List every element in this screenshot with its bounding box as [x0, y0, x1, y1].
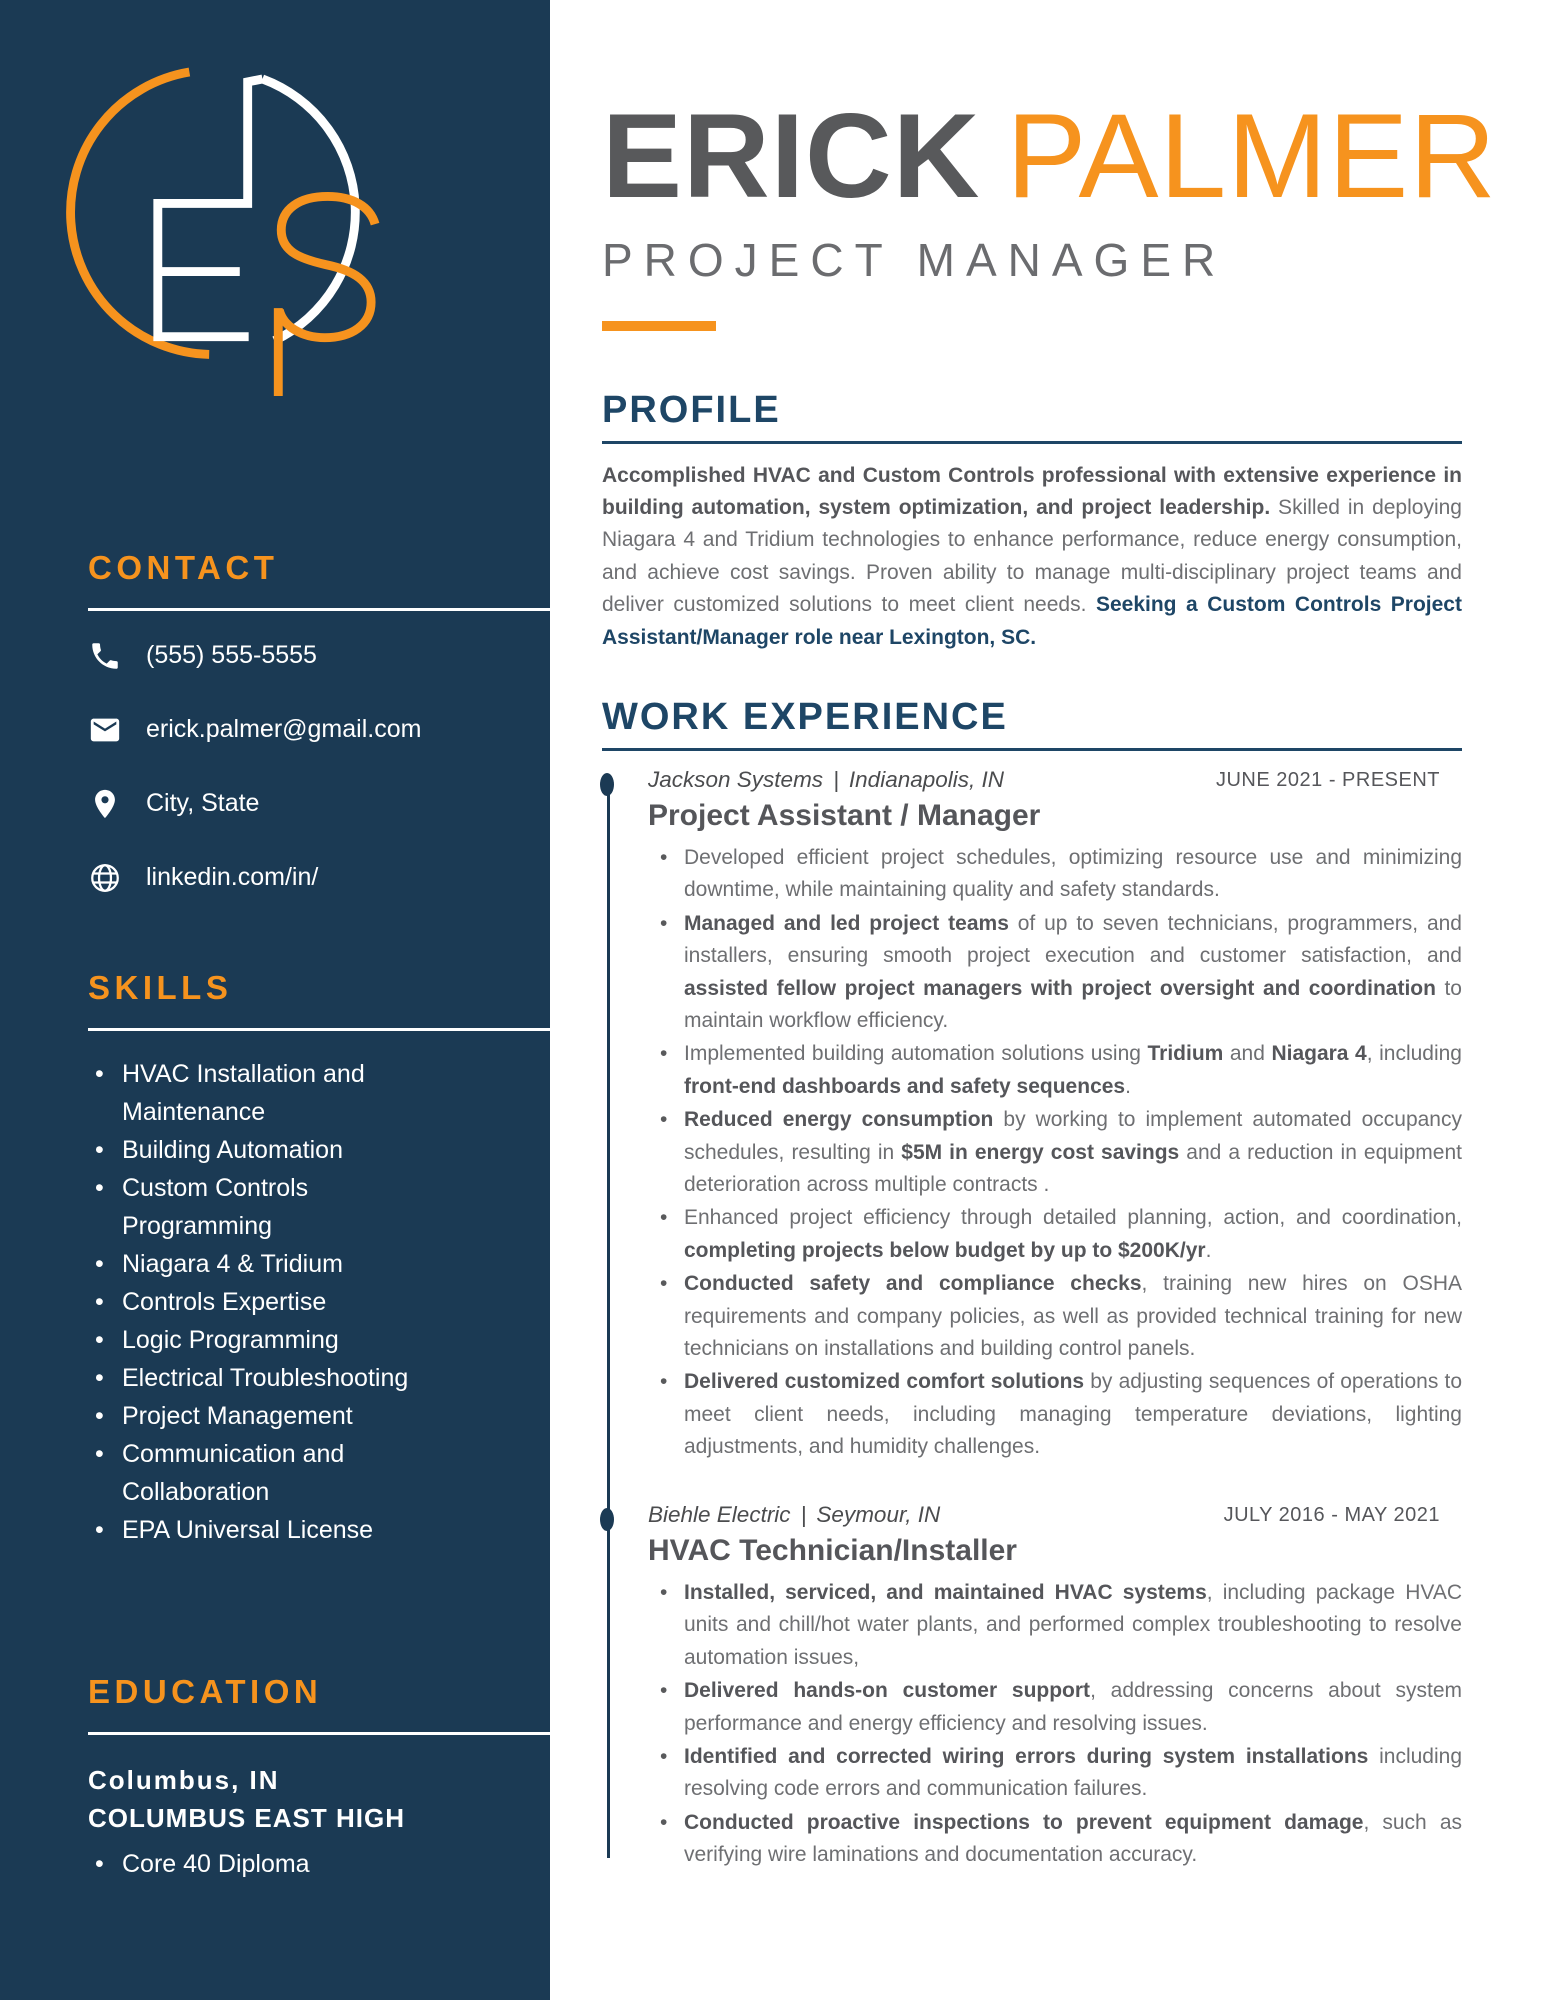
job-title-label: HVAC Technician/Installer [648, 1533, 1017, 1567]
page-title [602, 89, 1497, 223]
profile-heading: PROFILE [602, 388, 781, 431]
text-segment: front-end dashboards and safety sequences [684, 1074, 1126, 1098]
experience-divider [602, 748, 1462, 751]
timeline-dot [600, 1508, 614, 1531]
education-heading: EDUCATION [88, 1673, 323, 1710]
job-entry-biehle-electric [648, 1500, 1462, 1872]
contact-section [88, 548, 550, 935]
text-segment: and [1223, 1042, 1272, 1066]
text-segment: Conducted proactive inspections to prevent equipment damage [684, 1810, 1364, 1834]
logo-letter-e [158, 79, 263, 337]
job-bullet-list [648, 842, 1462, 1464]
list-item: • Building Automation [122, 1131, 452, 1169]
contact-item-email [88, 713, 500, 747]
skills-section [88, 968, 550, 1549]
text-segment: Identified and corrected wiring errors during system installations [684, 1744, 1369, 1768]
experience-heading: WORK EXPERIENCE [602, 696, 1008, 739]
text-segment: , training new hires on OSHA requirements and company policies, as well as provided technical training for new technicians on installations and building control panels. [684, 1272, 1463, 1361]
job-bullet-list [648, 1577, 1462, 1872]
bullet-item [684, 1577, 1462, 1674]
bullet-item [684, 1038, 1462, 1103]
text-segment: , including package HVAC units and chill/hot water plants, and performed complex troubleshooting to resolve automation issues, [684, 1580, 1462, 1669]
job-title-label: Project Assistant / Manager [648, 798, 1041, 832]
text-segment: Developed efficient project schedules, optimizing resource use and minimizing downtime, while maintaining quality and safety standards. [684, 845, 1462, 902]
job-header [648, 765, 1462, 794]
bullet-item [684, 1104, 1462, 1201]
text-segment: completing projects below budget by up to $200K/yr [684, 1238, 1206, 1262]
first-name: ERICK [602, 89, 981, 223]
text-segment: Delivered hands-on customer support [684, 1679, 1091, 1703]
list-item: • Niagara 4 & Tridium [122, 1245, 452, 1283]
list-item: • Core 40 Diploma [122, 1845, 452, 1883]
skills-list [88, 1055, 452, 1549]
skills-divider [88, 1028, 550, 1031]
education-divider [88, 1732, 550, 1735]
company-name: Biehle Electric [648, 1501, 791, 1527]
contact-email-text: erick.palmer@gmail.com [146, 715, 422, 744]
text-segment: assisted fellow project managers with project oversight and coordination [684, 976, 1436, 1000]
text-segment: Accomplished HVAC and Custom Controls professional with extensive experience in building automation, system optimization, and project leadership. [602, 463, 1462, 519]
jobs-timeline [602, 765, 1462, 1872]
job-dates: JULY 2016 - MAY 2021 [1223, 1503, 1440, 1526]
text-segment: and a reduction in equipment deterioration across multiple contracts . [684, 1140, 1462, 1197]
text-segment: to maintain workflow efficiency. [684, 976, 1462, 1032]
bullet-item [684, 1202, 1462, 1267]
text-segment: Skilled in deploying Niagara 4 and Tridium technologies to enhance performance, reduce energy consumption, and achieve cost savings. Proven ability to manage multi-disciplinary project teams and deliver customized solutions to meet client needs. [602, 495, 1462, 617]
email-icon [88, 713, 122, 747]
name-header [602, 89, 1497, 331]
text-segment: Tridium [1147, 1042, 1224, 1066]
sidebar [0, 0, 550, 2000]
text-segment: Managed and led project teams [684, 911, 1009, 935]
text-segment: by working to implement automated occupancy schedules, resulting in [684, 1108, 1462, 1164]
education-location: Columbus, IN [88, 1764, 280, 1795]
list-item: • EPA Universal License [122, 1511, 452, 1549]
job-title: PROJECT MANAGER [602, 234, 1227, 286]
profile-section [602, 389, 1462, 654]
bullet-item [684, 1807, 1462, 1872]
logo-circle-orange-arc [71, 72, 210, 354]
accent-bar [602, 321, 716, 331]
contact-list [88, 639, 550, 895]
bullet-item [684, 908, 1462, 1038]
contact-item-phone [88, 639, 500, 673]
text-segment: Conducted safety and compliance checks [684, 1272, 1142, 1296]
skills-heading: SKILLS [88, 969, 233, 1006]
bullet-item [684, 1268, 1462, 1365]
timeline-dot [600, 773, 614, 796]
education-section [88, 1672, 550, 1883]
globe-icon [88, 861, 122, 895]
list-item: • Logic Programming [122, 1321, 452, 1359]
company-location: Seymour, IN [816, 1501, 941, 1527]
list-item: • Controls Expertise [122, 1283, 452, 1321]
contact-item-location [88, 787, 500, 821]
contact-heading: CONTACT [88, 549, 279, 586]
list-item: • HVAC Installation and Maintenance [122, 1055, 452, 1131]
bullet-item [684, 842, 1462, 907]
list-item: • Electrical Troubleshooting [122, 1359, 452, 1397]
company-location-separator: | [833, 766, 839, 792]
education-list [88, 1845, 452, 1883]
list-item: • Project Management [122, 1397, 452, 1435]
company-location: Indianapolis, IN [848, 766, 1005, 792]
logo-circle-white-arc [262, 79, 355, 341]
list-item: • Custom Controls Programming [122, 1169, 452, 1245]
company-name: Jackson Systems [648, 766, 824, 792]
bullet-item [684, 1675, 1462, 1740]
company-location-separator: | [800, 1501, 807, 1527]
text-segment: Niagara 4 [1271, 1042, 1367, 1066]
bullet-item [684, 1366, 1462, 1463]
job-header [648, 1500, 1462, 1529]
contact-item-website [88, 861, 500, 895]
contact-divider [88, 608, 550, 611]
contact-phone-text: (555) 555-5555 [146, 641, 317, 670]
job-entry-jackson-systems [648, 765, 1462, 1464]
text-segment: Reduced energy consumption [684, 1108, 994, 1132]
education-school: COLUMBUS EAST HIGH [88, 1802, 405, 1833]
experience-section [602, 696, 1462, 1872]
contact-location-text: City, State [146, 789, 260, 818]
list-item: • Communication and Collaboration [122, 1435, 452, 1511]
main-content [602, 0, 1497, 1873]
profile-paragraph [602, 460, 1462, 654]
text-segment: , such as verifying wire laminations and documentation accuracy. [684, 1810, 1462, 1867]
text-segment: including resolving code errors and communication failures. [684, 1744, 1462, 1801]
profile-divider [602, 441, 1462, 444]
job-dates: JUNE 2021 - PRESENT [1215, 768, 1440, 791]
es-monogram-logo [64, 56, 380, 412]
text-segment: by adjusting sequences of operations to meet client needs, including managing temperature deviations, lighting adjustments, and humidity challenges. [684, 1370, 1462, 1459]
text-segment: . [1205, 1238, 1212, 1262]
text-segment: Enhanced project efficiency through detailed planning, action, and coordination, [684, 1206, 1462, 1230]
text-segment: Delivered customized comfort solutions [684, 1370, 1085, 1394]
bullet-item [684, 1741, 1462, 1806]
text-segment: , addressing concerns about system performance and energy efficiency and resolving issues. [684, 1679, 1462, 1735]
text-segment: of up to seven technicians, programmers, and installers, ensuring smooth project execution and customer satisfaction, and [684, 911, 1462, 968]
last-name: PALMER [1006, 89, 1497, 223]
contact-website-text: linkedin.com/in/ [146, 863, 319, 892]
text-segment: , including [1366, 1042, 1462, 1066]
text-segment: Installed, serviced, and maintained HVAC systems [684, 1580, 1207, 1604]
timeline-line [607, 789, 610, 1858]
text-segment: . [1125, 1074, 1131, 1098]
location-icon [88, 787, 122, 821]
text-segment: Seeking a Custom Controls Project Assistant/Manager role near Lexington, SC. [602, 593, 1462, 649]
text-segment: $5M in energy cost savings [901, 1140, 1180, 1164]
phone-icon [88, 639, 122, 673]
text-segment: Implemented building automation solutions using [684, 1042, 1148, 1066]
